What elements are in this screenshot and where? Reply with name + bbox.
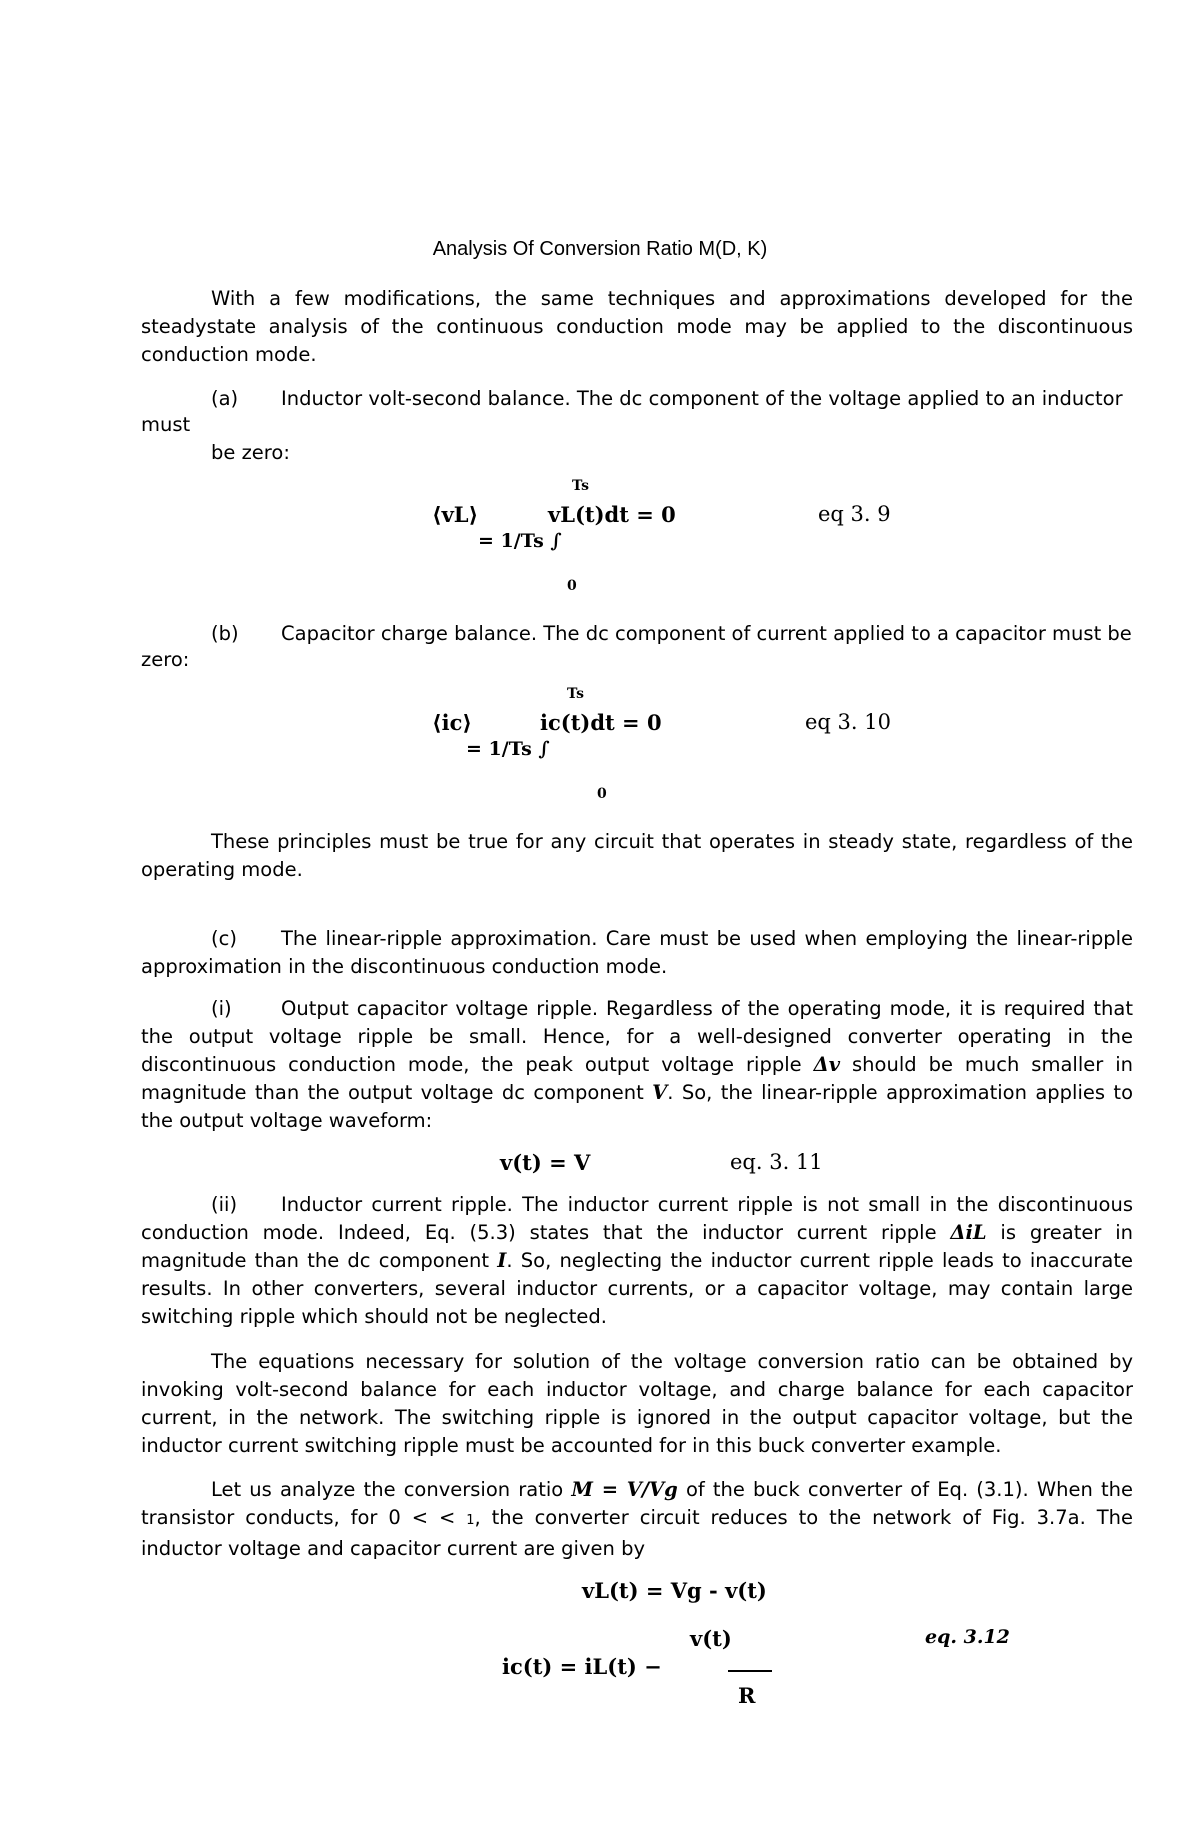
item-b-zero: zero: bbox=[141, 648, 190, 671]
equations-paragraph: The equations necessary for solution of the voltage conversion ratio can be obtained by invoking volt-second balance for each inductor voltage, and charge balance for each capacitor current, in the network. The switching ripple is ignored in the output capacitor voltage, but the inductor current switching ripple must be accounted for in this buck converter example. bbox=[141, 1350, 1133, 1457]
eq311-expr: v(t) = V bbox=[500, 1150, 591, 1175]
eq39-label: eq 3. 9 bbox=[818, 502, 891, 526]
item-i bbox=[141, 995, 1133, 1135]
item-ii-sym-delta-il: ΔiL bbox=[950, 1221, 987, 1244]
eq312-line2: ic(t) = iL(t) − bbox=[502, 1654, 662, 1679]
analyze-glyph: 1 bbox=[466, 1513, 475, 1528]
eq312-label: eq. 3.12 bbox=[925, 1626, 1010, 1648]
eq311-label: eq. 3. 11 bbox=[730, 1150, 823, 1174]
item-c-text: The linear-ripple approximation. Care must be used when employing the linear-ripple approximation in the discontinuous conduction mode. bbox=[141, 927, 1133, 978]
item-i-label: (i) bbox=[211, 997, 232, 1020]
analyze-paragraph bbox=[141, 1476, 1133, 1563]
eq312-denominator: R bbox=[738, 1683, 756, 1708]
item-c bbox=[141, 925, 1133, 981]
item-a-be-zero: be zero: bbox=[211, 441, 290, 464]
eq310-lower-limit: 0 bbox=[597, 786, 607, 802]
item-ii-sym-i: I bbox=[497, 1249, 507, 1272]
eq39-lhs: ⟨vL⟩ bbox=[432, 502, 479, 527]
analyze-text3: , the converter circuit reduces to the network of Fig. 3.7a. The inductor voltage and capacitor current are given by bbox=[141, 1506, 1133, 1560]
item-i-sym-v: V bbox=[652, 1081, 668, 1104]
item-ii-text1: Inductor current ripple. The inductor current ripple is not small in the discontinuous conduction mode. Indeed, Eq. (5.3) states that the inductor current ripple bbox=[141, 1193, 1133, 1244]
item-ii-text2: is greater in magnitude than the dc component bbox=[141, 1221, 1133, 1272]
item-a-must: must bbox=[141, 413, 191, 436]
eq310-label: eq 3. 10 bbox=[805, 710, 891, 734]
item-b bbox=[141, 620, 1133, 648]
eq312-line1: vL(t) = Vg - v(t) bbox=[582, 1578, 767, 1603]
eq310-upper-limit: Ts bbox=[567, 686, 585, 702]
document-title: Analysis Of Conversion Ratio M(D, K) bbox=[432, 238, 768, 260]
item-i-sym-delta-v: Δv bbox=[813, 1053, 841, 1076]
eq39-upper-limit: Ts bbox=[572, 478, 590, 494]
item-c-label: (c) bbox=[211, 927, 237, 950]
item-ii-label: (ii) bbox=[211, 1193, 238, 1216]
item-b-label: (b) bbox=[211, 622, 239, 645]
analyze-text2: of the buck converter of Eq. (3.1). When the transistor conducts, for 0 < < bbox=[141, 1478, 1133, 1529]
eq39-lower-limit: 0 bbox=[567, 578, 577, 594]
eq39-frac: = 1/Ts ∫ bbox=[478, 530, 562, 552]
intro-paragraph: With a few modifications, the same techniques and approximations developed for the steadystate analysis of the continuous conduction mode may be applied to the discontinuous conduction mode. bbox=[141, 287, 1133, 366]
item-i-text3: . So, the linear-ripple approximation applies to the output voltage waveform: bbox=[141, 1081, 1133, 1132]
item-ii bbox=[141, 1191, 1133, 1331]
eq312-fraction-bar bbox=[728, 1670, 772, 1672]
analyze-text1: Let us analyze the conversion ratio bbox=[211, 1478, 572, 1501]
item-a-text: Inductor volt-second balance. The dc component of the voltage applied to an inductor bbox=[281, 387, 1123, 410]
eq39-integrand: vL(t)dt = 0 bbox=[548, 502, 676, 527]
principles-paragraph: These principles must be true for any circuit that operates in steady state, regardless of the operating mode. bbox=[141, 830, 1133, 881]
item-i-text1: Output capacitor voltage ripple. Regardless of the operating mode, it is required that the output voltage ripple be small. Hence, for a well-designed converter operating in the discontinuous conduction mode, the peak output voltage ripple bbox=[141, 997, 1133, 1076]
item-b-text: Capacitor charge balance. The dc component of current applied to a capacitor must be bbox=[281, 622, 1132, 645]
eq312-numerator: v(t) bbox=[690, 1626, 732, 1651]
eq310-frac: = 1/Ts ∫ bbox=[466, 738, 550, 760]
eq310-integrand: ic(t)dt = 0 bbox=[540, 710, 662, 735]
eq310-lhs: ⟨ic⟩ bbox=[432, 710, 472, 735]
item-ii-text3: . So, neglecting the inductor current ripple leads to inaccurate results. In other converters, several inductor currents, or a capacitor voltage, may contain large switching ripple which should not be neglected. bbox=[141, 1249, 1134, 1328]
item-a bbox=[141, 385, 1133, 413]
item-a-label: (a) bbox=[211, 387, 239, 410]
analyze-sym-m: M = V/Vg bbox=[571, 1478, 678, 1501]
item-i-text2: should be much smaller in magnitude than the output voltage dc component bbox=[141, 1053, 1133, 1104]
